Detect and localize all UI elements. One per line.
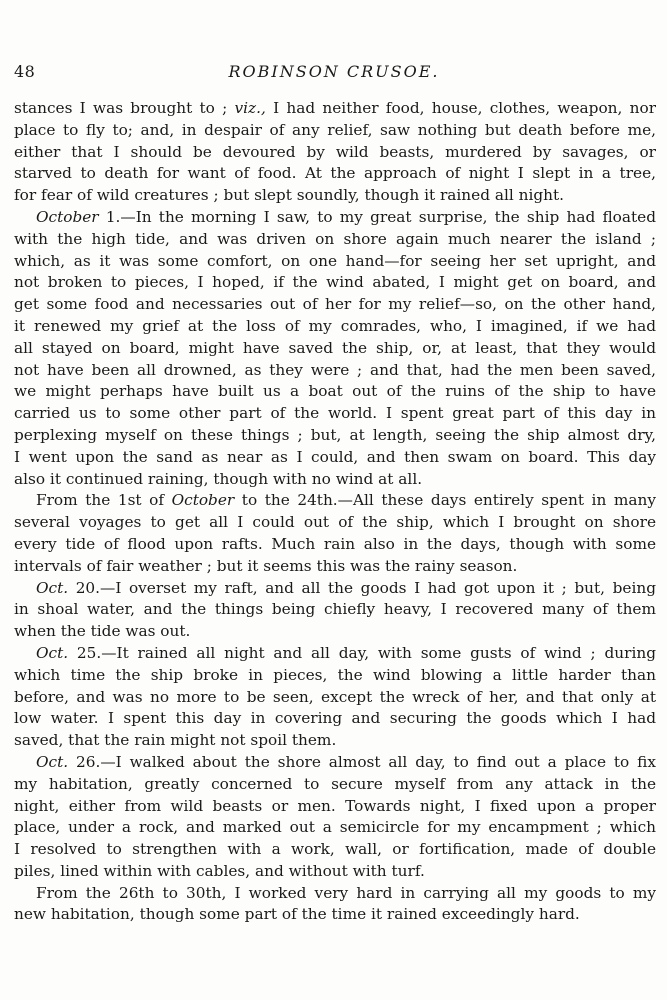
text-line: place, under a rock, and marked out a semicircle for my encampment ; which: [14, 818, 656, 837]
text-line: carried us to some other part of the world. I spent great part of this day in: [14, 404, 656, 423]
page-number: 48: [14, 62, 36, 81]
text-line: Oct. 25.—It rained all night and all day, with some gusts of wind ; during: [36, 643, 656, 662]
text-line: new habitation, though some part of the time it rained exceedingly hard.: [14, 905, 580, 924]
page-header: [14, 62, 654, 84]
text-line: which time the ship broke in pieces, the wind blowing a little harder than: [14, 665, 656, 684]
text-line: low water. I spent this day in covering and securing the goods which I had: [14, 709, 656, 728]
running-title: ROBINSON CRUSOE.: [228, 62, 440, 81]
text-line: Oct. 20.—I overset my raft, and all the goods I had got upon it ; but, being: [36, 578, 656, 597]
text-line: From the 26th to 30th, I worked very hard in carrying all my goods to my: [36, 883, 656, 902]
text-line: we might perhaps have built us a boat out of the ruins of the ship to have: [14, 382, 656, 401]
text-line: October 1.—In the morning I saw, to my great surprise, the ship had floated: [36, 207, 656, 226]
text-line: all stayed on board, might have saved the ship, or, at least, that they would: [14, 338, 656, 357]
text-line: piles, lined within with cables, and without with turf.: [14, 861, 425, 880]
text-line: I went upon the sand as near as I could, and then swam on board. This day: [14, 447, 656, 466]
text-line: intervals of fair weather ; but it seems this was the rainy season.: [14, 556, 518, 575]
text-line: which, as it was some comfort, on one hand—for seeing her set upright, and: [14, 251, 656, 270]
text-line: when the tide was out.: [14, 622, 191, 641]
text-line: several voyages to get all I could out of the ship, which I brought on shore: [14, 513, 656, 532]
body-text: [14, 98, 656, 926]
text-line: stances I was brought to ; viz., I had neither food, house, clothes, weapon, nor: [14, 99, 656, 117]
text-line: before, and was no more to be seen, except the wreck of her, and that only at: [14, 687, 656, 706]
text-line: starved to death for want of food. At the approach of night I slept in a tree,: [14, 164, 656, 183]
text-line: with the high tide, and was driven on shore again much nearer the island ;: [14, 229, 656, 248]
text-line: night, either from wild beasts or men. Towards night, I fixed upon a proper: [14, 796, 656, 815]
text-line: get some food and necessaries out of her for my relief—so, on the other hand,: [14, 295, 656, 314]
text-line: Oct. 26.—I walked about the shore almost all day, to find out a place to fix: [36, 752, 656, 771]
text-line: place to fly to; and, in despair of any relief, saw nothing but death before me,: [14, 120, 656, 139]
text-line: either that I should be devoured by wild beasts, murdered by savages, or: [14, 142, 656, 161]
text-line: my habitation, greatly concerned to secure myself from any attack in the: [14, 774, 656, 793]
text-line: every tide of flood upon rafts. Much rain also in the days, though with some: [14, 534, 656, 553]
text-line: From the 1st of October to the 24th.—All these days entirely spent in many: [36, 491, 656, 510]
text-line: also it continued raining, though with no wind at all.: [14, 469, 423, 488]
text-line: perplexing myself on these things ; but, at length, seeing the ship almost dry,: [14, 425, 656, 444]
text-line: saved, that the rain might not spoil them.: [14, 731, 337, 750]
text-line: not have been all drowned, as they were ; and that, had the men been saved,: [14, 360, 656, 379]
text-line: for fear of wild creatures ; but slept soundly, though it rained all night.: [14, 186, 565, 205]
text-line: it renewed my grief at the loss of my comrades, who, I imagined, if we had: [14, 316, 656, 335]
text-line: I resolved to strengthen with a work, wall, or fortification, made of double: [14, 840, 656, 859]
text-line: not broken to pieces, I hoped, if the wind abated, I might get on board, and: [14, 273, 656, 292]
text-line: in shoal water, and the things being chiefly heavy, I recovered many of them: [14, 600, 656, 619]
